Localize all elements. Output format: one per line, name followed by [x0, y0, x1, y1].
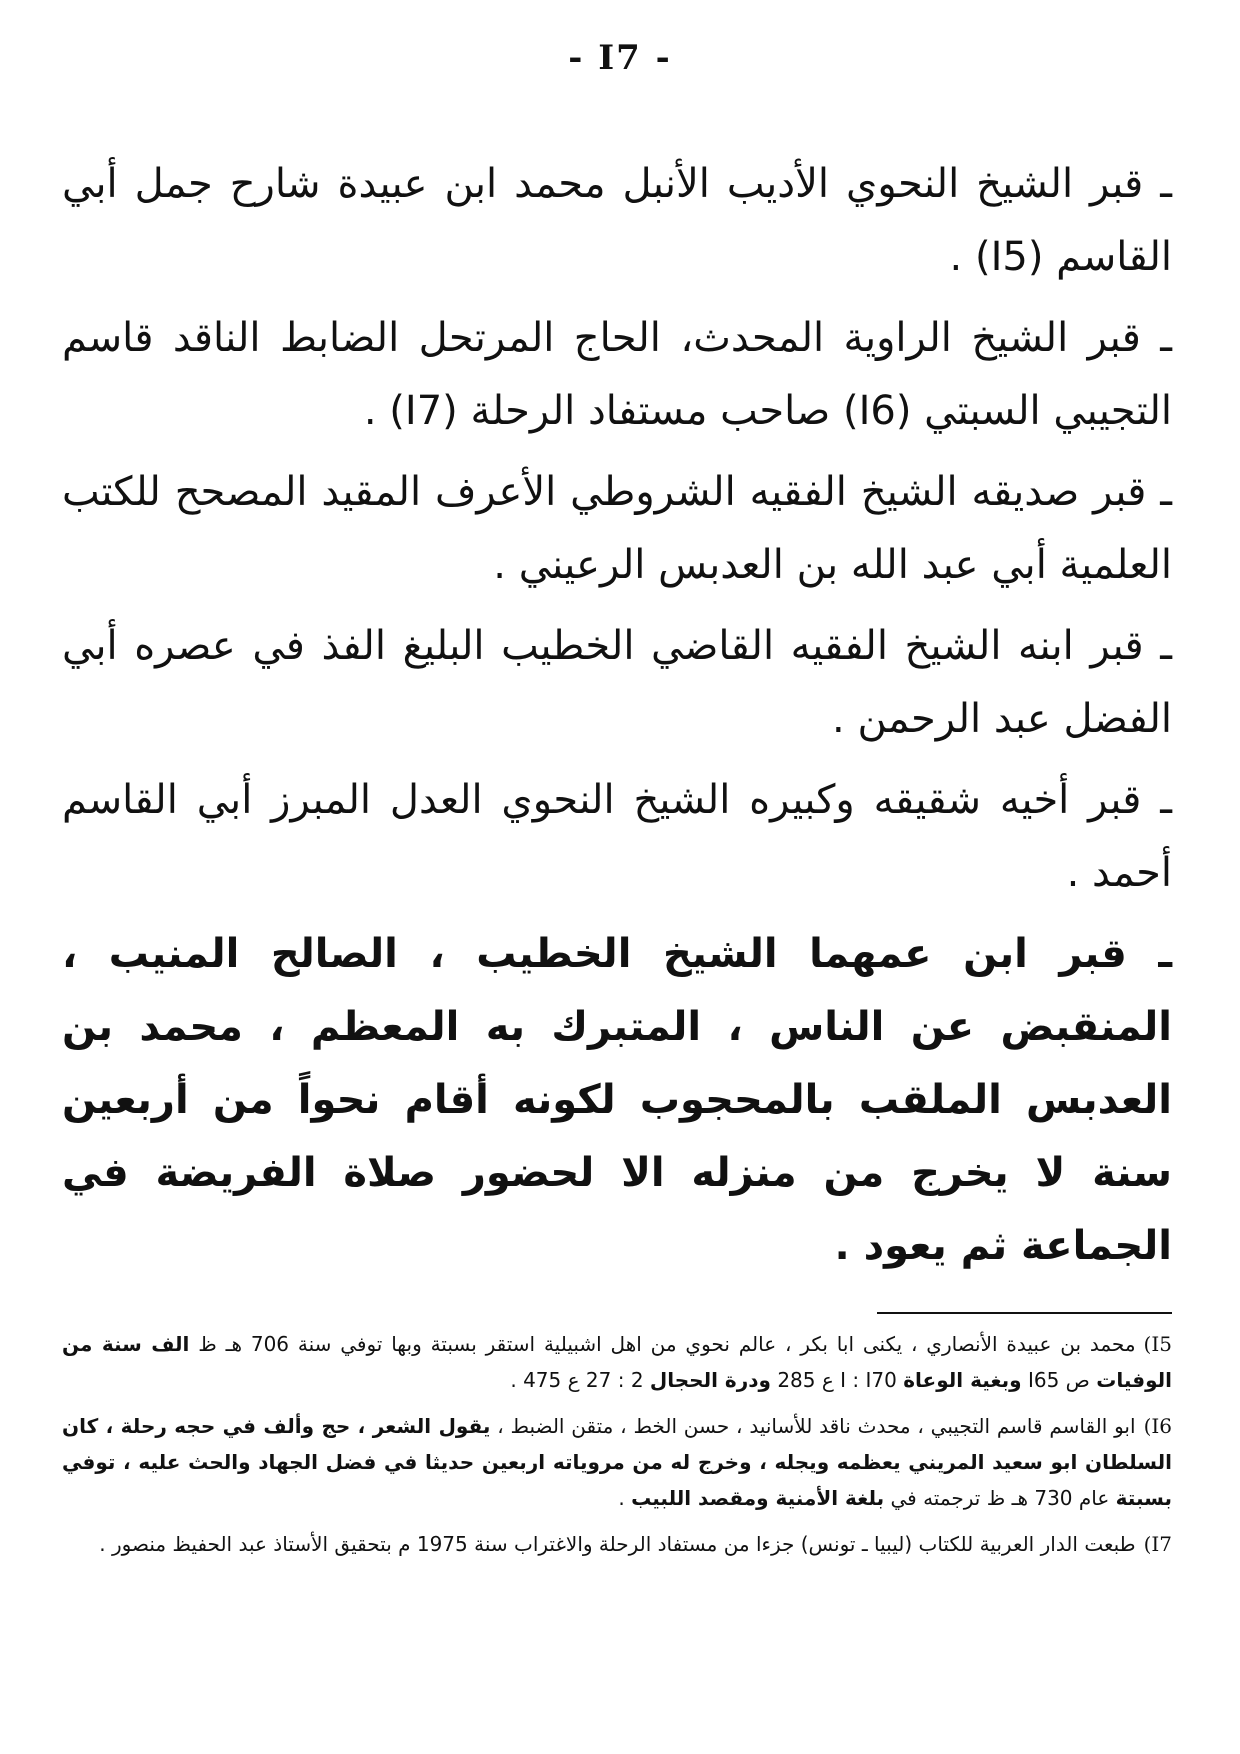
footnote-17 [62, 1526, 1172, 1562]
footnote-separator [877, 1312, 1172, 1314]
footnote-part: 2 : 27 ع 475 . [510, 1368, 650, 1392]
entry-2: ـ قبر الشيخ الراوية المحدث، الحاج المرتحل الضابط الناقد قاسم التجيبي السبتي (I6) صاحب مستفاد الرحلة (I7) . [62, 315, 1172, 434]
main-text [62, 148, 1172, 1291]
footnote-part: محمد بن عبيدة الأنصاري ، يكنى ابا بكر ، عالم نحوي من اهل اشبيلية استقر بسبتة وبها توفي سنة 706 هـ ظ [189, 1332, 1136, 1356]
footnote-part: ص I65 [1021, 1368, 1097, 1392]
footnote-part: ودرة الحجال [649, 1368, 771, 1392]
footnote-number: I7) [1143, 1532, 1172, 1556]
footnote-number: I5) [1143, 1332, 1172, 1356]
footnote-part: I : I70 ع 285 [770, 1368, 904, 1392]
footnotes [62, 1326, 1172, 1572]
page-number: - I7 - [568, 38, 672, 78]
entry-4: ـ قبر ابنه الشيخ الفقيه القاضي الخطيب البليغ الفذ في عصره أبي الفضل عبد الرحمن . [62, 623, 1172, 742]
footnote-part: الف سنة من الوفيات [62, 1332, 1172, 1392]
entry-6: ـ قبر ابن عمهما الشيخ الخطيب ، الصالح المنيب ، المنقبض عن الناس ، المتبرك به المعظم ، محمد بن العدبس الملقب بالمحجوب لكونه أقام نحواً من أربعين سنة لا يخرج من منزله الا لحضور صلاة الفريضة في الجماعة ثم يعود . [62, 931, 1172, 1269]
footnote-number: I6) [1143, 1414, 1172, 1438]
entry-1: ـ قبر الشيخ النحوي الأديب الأنبل محمد ابن عبيدة شارح جمل أبي القاسم (I5) . [62, 161, 1172, 280]
footnote-part: طبعت الدار العربية للكتاب (ليبيا ـ تونس) جزءا من مستفاد الرحلة والاغتراب سنة 1975 م بتحقيق الأستاذ عبد الحفيظ منصور . [99, 1532, 1136, 1556]
footnote-part: ابو القاسم قاسم التجيبي ، محدث ناقد للأسانيد ، حسن الخط ، متقن الضبط ، [490, 1414, 1136, 1438]
footnote-part: يقول الشعر ، حج وألف في حجه رحلة ، كان السلطان ابو سعيد المريني يعظمه ويجله ، وخرج له من مروياته اربعين حديثا في فضل الجهاد والحث عليه ، توفي بسبتة [62, 1414, 1172, 1510]
footnote-16 [62, 1408, 1172, 1516]
footnote-part: بلغة الأمنية ومقصد اللبيب [631, 1486, 885, 1510]
entry-3: ـ قبر صديقه الشيخ الفقيه الشروطي الأعرف المقيد المصحح للكتب العلمية أبي عبد الله بن العدبس الرعيني . [62, 469, 1172, 588]
footnote-15 [62, 1326, 1172, 1398]
footnote-part: . [618, 1486, 632, 1510]
footnote-part: عام 730 هـ ظ ترجمته في [884, 1486, 1116, 1510]
entry-5: ـ قبر أخيه شقيقه وكبيره الشيخ النحوي العدل المبرز أبي القاسم أحمد . [62, 777, 1172, 896]
footnote-part: وبغية الوعاة [903, 1368, 1022, 1392]
